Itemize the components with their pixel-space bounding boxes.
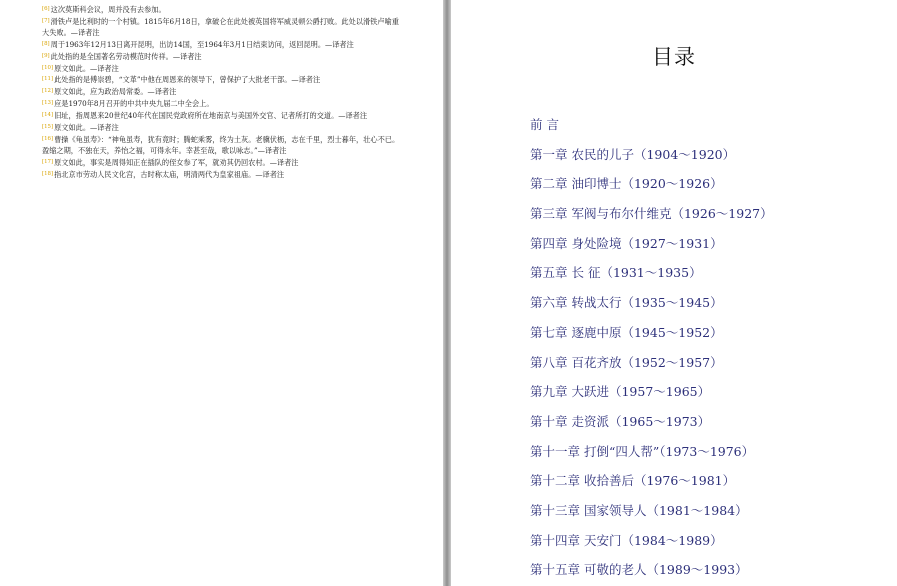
toc-title: 目录 <box>652 45 696 69</box>
footnote-text: 原文如此，事实是周得知正在插队的侄女参了军，就劝其仍回农村。—译者注 <box>54 157 299 167</box>
footnote-text: 这次莫斯科会议，周并没有去参加。 <box>50 5 166 14</box>
footnote-text: 旧址，指周恩来20世纪40年代在国民党政府所在地南京与美国外交官、记者所打的交道。—译者注 <box>54 111 368 121</box>
footnote-item <box>42 63 400 75</box>
footnote-text: 此处指的是全国著名劳动模范时传祥。—译者注 <box>50 51 202 61</box>
footnote-item <box>42 39 400 51</box>
toc-item-chapter-3[interactable]: 第三章 军阀与布尔什维克（1926～1927） <box>530 206 773 222</box>
footnote-text: 此处指的是傅崇碧，“文革”中他在周恩来的领导下，曾保护了大批老干部。—译者注 <box>54 75 321 85</box>
toc-item-chapter-7[interactable]: 第七章 逐鹿中原（1945～1952） <box>530 324 723 340</box>
footnote-item <box>42 110 400 122</box>
left-page-footnotes <box>0 0 443 586</box>
footnote-text: 周于1963年12月13日离开昆明，出访14国，至1964年3月1日结束访问，返回昆明。—译者注 <box>50 39 354 49</box>
toc-item-chapter-6[interactable]: 第六章 转战太行（1935～1945） <box>530 295 723 311</box>
toc-item-chapter-13[interactable]: 第十三章 国家领导人（1981～1984） <box>530 502 748 518</box>
footnote-marker[interactable]: [16] <box>42 135 54 142</box>
footnote-text: 曹操《龟虽寿》：“神龟虽寿，犹有竟时；腾蛇乘雾，终为土灰。老骥伏枥，志在千里，烈士暮年，壮心不已。盈缩之期，不独在天，养怡之福，可得永年。幸甚至哉，歌以咏志。”—译者注 <box>42 134 400 155</box>
footnote-text: 原文如此。—译者注 <box>54 123 119 133</box>
page-gutter-divider <box>443 0 451 586</box>
footnote-marker[interactable]: [15] <box>42 124 54 131</box>
toc-item-chapter-4[interactable]: 第四章 身处险境（1927～1931） <box>530 235 723 251</box>
footnote-marker[interactable]: [10] <box>42 64 54 71</box>
footnote-marker[interactable]: [9] <box>42 52 50 59</box>
toc-item-chapter-12[interactable]: 第十二章 收拾善后（1976～1981） <box>530 473 736 489</box>
toc-item-chapter-11[interactable]: 第十一章 打倒“四人帮”（1973～1976） <box>530 443 755 459</box>
footnote-marker[interactable]: [6] <box>42 6 50 12</box>
toc-item-chapter-1[interactable]: 第一章 农民的儿子（1904～1920） <box>530 146 736 162</box>
toc-list <box>530 115 773 586</box>
toc-item-preface[interactable]: 前 言 <box>530 117 559 132</box>
footnote-list <box>42 4 400 181</box>
footnote-marker[interactable]: [14] <box>42 112 54 119</box>
footnote-item <box>42 157 400 169</box>
footnote-item <box>42 122 400 134</box>
toc-item-chapter-8[interactable]: 第八章 百花齐放（1952～1957） <box>530 354 723 370</box>
footnote-marker[interactable]: [13] <box>42 100 54 107</box>
footnote-text: 原文如此，应为政治局常委。—译者注 <box>54 87 177 97</box>
toc-item-chapter-5[interactable]: 第五章 长 征（1931～1935） <box>530 265 702 281</box>
footnote-marker[interactable]: [8] <box>42 40 50 47</box>
toc-item-chapter-15[interactable]: 第十五章 可敬的老人（1989～1993） <box>530 562 748 578</box>
footnote-item <box>42 51 400 63</box>
footnote-text: 应是1970年8月召开的中共中央九届二中全会上。 <box>54 99 214 109</box>
footnote-item <box>42 169 400 181</box>
footnote-text: 滑铁卢是比利时的一个村镇。1815年6月18日，拿破仑在此处被英国将军威灵顿公爵打败。此处以滑铁卢喻重大失败。—译者注 <box>42 16 399 37</box>
footnote-item <box>42 4 400 16</box>
footnote-text: 原文如此。—译者注 <box>54 63 119 73</box>
toc-item-chapter-2[interactable]: 第二章 油印博士（1920～1926） <box>530 176 723 192</box>
footnote-marker[interactable]: [18] <box>42 170 54 177</box>
footnote-item <box>42 86 400 98</box>
footnote-item <box>42 74 400 86</box>
right-page-table-of-contents <box>451 0 897 586</box>
footnote-marker[interactable]: [7] <box>42 17 50 24</box>
footnote-marker[interactable]: [12] <box>42 88 54 95</box>
toc-item-chapter-9[interactable]: 第九章 大跃进（1957～1965） <box>530 384 711 400</box>
footnote-item <box>42 134 400 157</box>
footnote-item <box>42 98 400 110</box>
toc-item-chapter-10[interactable]: 第十章 走资派（1965～1973） <box>530 413 711 429</box>
footnote-marker[interactable]: [17] <box>42 158 54 165</box>
toc-item-chapter-14[interactable]: 第十四章 天安门（1984～1989） <box>530 532 723 548</box>
footnote-item <box>42 16 400 39</box>
footnote-marker[interactable]: [11] <box>42 76 54 83</box>
footnote-text: 指北京市劳动人民文化宫，古时称太庙，明清两代为皇家祖庙。—译者注 <box>54 169 285 179</box>
